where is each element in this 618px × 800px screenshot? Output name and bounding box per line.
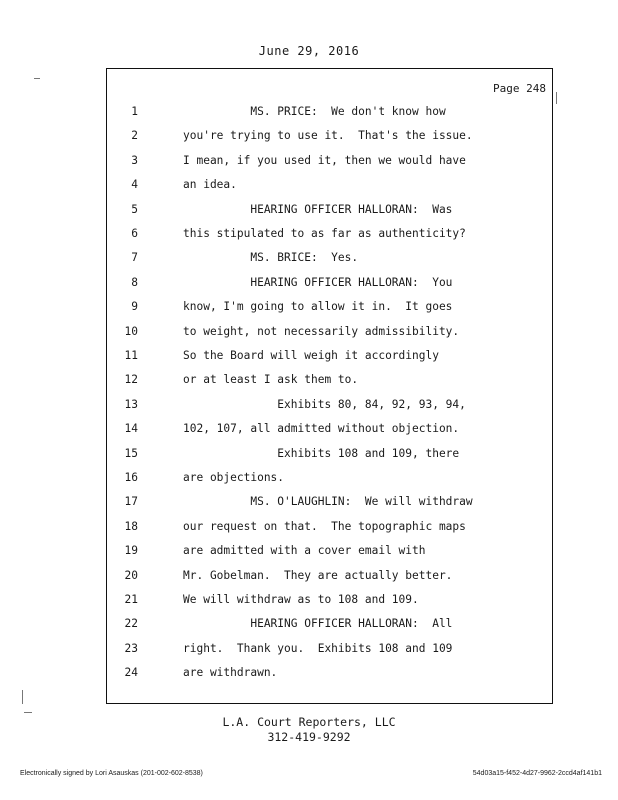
transcript-line — [0, 564, 618, 588]
transcript-line — [0, 588, 618, 612]
line-number: 12 — [124, 373, 138, 387]
line-number: 9 — [131, 300, 138, 314]
transcript-line — [0, 344, 618, 368]
transcript-line — [0, 612, 618, 636]
line-number: 22 — [124, 617, 138, 631]
line-text: Exhibits 108 and 109, there — [183, 446, 460, 460]
transcript-line — [0, 295, 618, 319]
line-number: 14 — [124, 422, 138, 436]
line-number: 24 — [124, 666, 138, 680]
transcript-line — [0, 442, 618, 466]
transcript-line — [0, 173, 618, 197]
line-text: our request on that. The topographic maps — [183, 519, 466, 533]
reporter-company: L.A. Court Reporters, LLC — [222, 715, 396, 729]
line-number: 5 — [131, 202, 138, 216]
line-text: MS. O'LAUGHLIN: We will withdraw — [183, 495, 473, 509]
line-text: are admitted with a cover email with — [183, 544, 426, 558]
line-text: MS. BRICE: Yes. — [183, 251, 359, 265]
line-text: We will withdraw as to 108 and 109. — [183, 593, 419, 606]
scan-mark — [556, 92, 557, 104]
line-text: are objections. — [183, 471, 285, 484]
transcript-date: June 29, 2016 — [258, 44, 360, 58]
line-number: 20 — [124, 568, 138, 582]
line-number: 16 — [124, 471, 138, 484]
line-text: HEARING OFFICER HALLORAN: Was — [183, 202, 453, 216]
electronic-signature-note: Electronically signed by Lori Asauskas (201-002-602-8538) — [20, 770, 203, 777]
line-number: 18 — [124, 519, 138, 533]
line-text: or at least I ask them to. — [183, 373, 359, 387]
line-number: 11 — [124, 349, 138, 362]
transcript-line — [0, 222, 618, 246]
line-text: HEARING OFFICER HALLORAN: You — [183, 275, 453, 289]
line-text: Mr. Gobelman. They are actually better. — [183, 568, 453, 582]
transcript-line — [0, 100, 618, 124]
scan-mark — [24, 712, 32, 713]
scan-mark — [34, 78, 40, 79]
line-number: 7 — [131, 251, 138, 265]
transcript-line — [0, 490, 618, 514]
transcript-line — [0, 393, 618, 417]
transcript-line — [0, 661, 618, 685]
page-number: Page 248 — [493, 82, 546, 95]
document-id: 54d03a15-f452-4d27-9962-2ccd4af141b1 — [472, 770, 602, 777]
scan-mark — [22, 690, 23, 704]
transcript-line — [0, 417, 618, 441]
transcript-line — [0, 515, 618, 539]
line-text: Exhibits 80, 84, 92, 93, 94, — [183, 397, 466, 411]
transcript-line — [0, 320, 618, 344]
line-number: 10 — [124, 324, 138, 338]
transcript-line — [0, 271, 618, 295]
reporter-phone: 312-419-9292 — [267, 730, 351, 744]
line-number: 4 — [131, 178, 138, 192]
transcript-line — [0, 198, 618, 222]
line-text: HEARING OFFICER HALLORAN: All — [183, 617, 453, 631]
line-text: to weight, not necessarily admissibility. — [183, 324, 460, 338]
line-number: 1 — [131, 105, 138, 118]
transcript-line — [0, 637, 618, 661]
line-text: right. Thank you. Exhibits 108 and 109 — [183, 641, 453, 655]
line-number: 15 — [124, 446, 138, 460]
transcript-line — [0, 539, 618, 563]
line-number: 2 — [131, 129, 138, 143]
line-number: 23 — [124, 641, 138, 655]
transcript-line — [0, 246, 618, 270]
line-text: this stipulated to as far as authenticity? — [183, 227, 466, 240]
transcript-line — [0, 466, 618, 490]
transcript-line — [0, 124, 618, 148]
line-number: 3 — [131, 153, 138, 167]
line-text: So the Board will weigh it accordingly — [183, 349, 439, 362]
line-text: are withdrawn. — [183, 666, 278, 680]
transcript-line — [0, 368, 618, 392]
line-number: 21 — [124, 593, 138, 606]
transcript-line — [0, 149, 618, 173]
line-text: I mean, if you used it, then we would have — [183, 153, 466, 167]
line-number: 6 — [131, 227, 138, 240]
line-text: you're trying to use it. That's the issue. — [183, 129, 473, 143]
line-number: 19 — [124, 544, 138, 558]
line-text: MS. PRICE: We don't know how — [183, 105, 446, 118]
line-text: 102, 107, all admitted without objection. — [183, 422, 460, 436]
line-text: an idea. — [183, 178, 237, 192]
line-number: 13 — [124, 397, 138, 411]
line-number: 8 — [131, 275, 138, 289]
line-number: 17 — [124, 495, 138, 509]
line-text: know, I'm going to allow it in. It goes — [183, 300, 453, 314]
